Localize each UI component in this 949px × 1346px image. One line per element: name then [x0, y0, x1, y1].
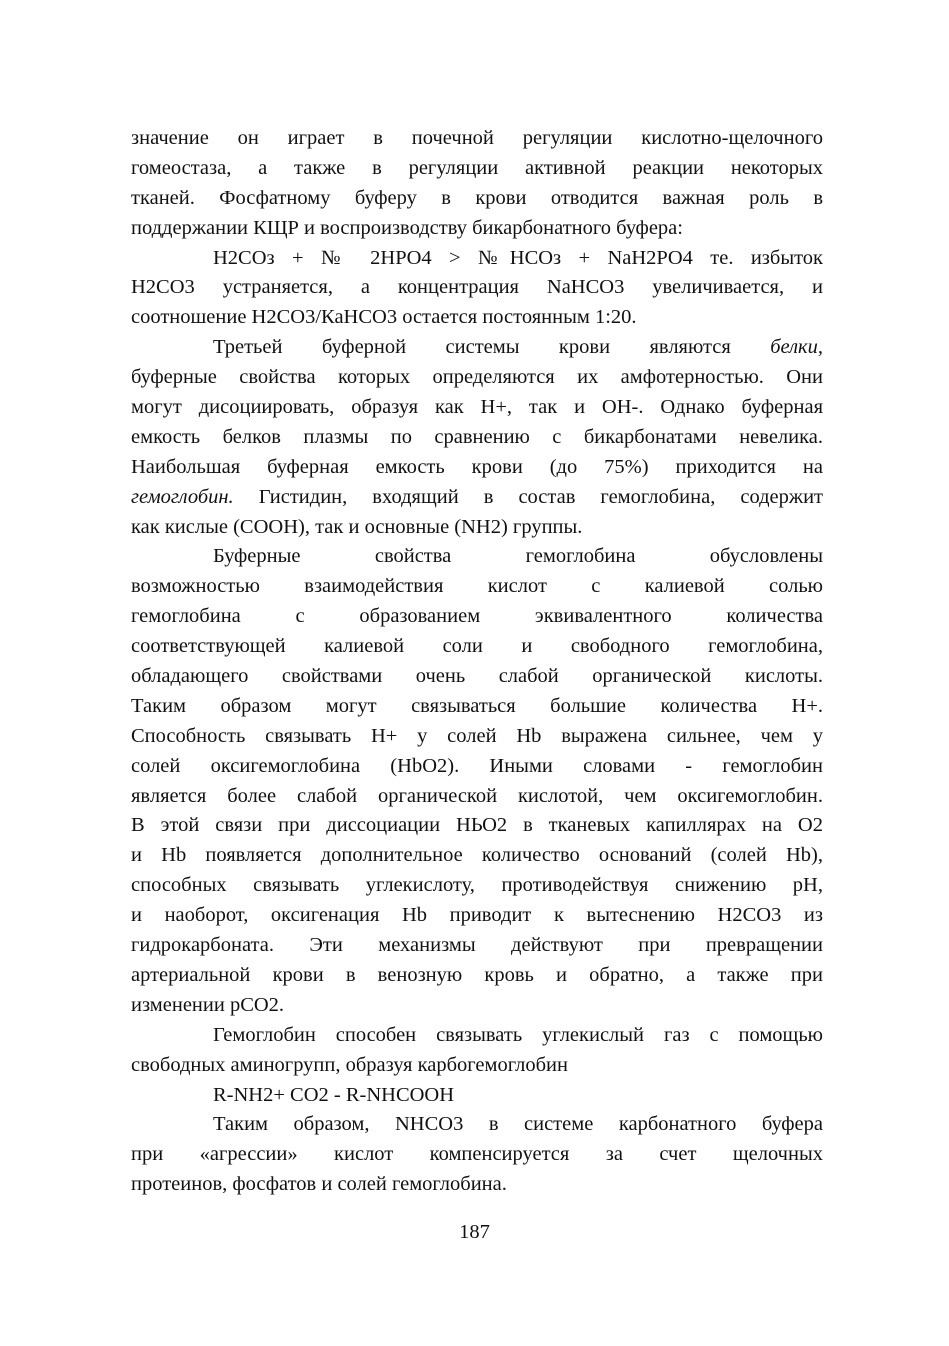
line-text: является более слабой органической кислотой, чем оксигемоглобин. [131, 784, 823, 807]
line-text: Буферные свойства гемоглобина обусловлены [213, 545, 823, 568]
text-line [131, 273, 823, 303]
line-text: соотношение H2CO3/КаHCO3 остается постоянным 1:20. [131, 306, 637, 329]
text-line [131, 602, 823, 632]
text-line [131, 991, 823, 1021]
text-line [131, 752, 823, 782]
line-text: гемоглобина с образованием эквивалентного количества [131, 605, 823, 628]
line-text: Третьей буферной системы крови являются [213, 336, 771, 359]
line-text: тканей. Фосфатному буферу в крови отводится важная роль в [131, 186, 823, 209]
text-line [131, 542, 823, 572]
text-line [131, 1051, 823, 1081]
text-line [131, 1140, 823, 1170]
text-line [131, 931, 823, 961]
line-text: Таким образом могут связываться большие количества H+. [131, 694, 823, 717]
text-line [131, 513, 823, 543]
text-line [131, 423, 823, 453]
line-text: Гистидин, входящий в состав гемоглобина, содержит [233, 485, 823, 508]
text-line [131, 393, 823, 423]
text-line [131, 692, 823, 722]
line-text: протеинов, фосфатов и солей гемоглобина. [131, 1173, 507, 1196]
line-text: свободных аминогрупп, образуя карбогемоглобин [131, 1053, 568, 1076]
line-text: возможностью взаимодействия кислот с калиевой солью [131, 575, 823, 598]
text-line [131, 1110, 823, 1140]
text-line [131, 961, 823, 991]
line-text: H2COз + № 2HPO4 > №HCOз + NaH2PO4 те. избыток [213, 246, 823, 269]
text-line [131, 363, 823, 393]
text-line [131, 184, 823, 214]
text-line [131, 483, 823, 513]
line-text: В этой связи при диссоциации НЬО2 в тканевых капиллярах на O2 [131, 814, 823, 837]
text-line [131, 333, 823, 363]
line-text: соответствующей калиевой соли и свободного гемоглобина, [131, 635, 823, 658]
page-body-text [131, 124, 823, 1200]
text-line [131, 1021, 823, 1051]
page-number: 187 [459, 1221, 490, 1243]
line-text: изменении pCO2. [131, 993, 285, 1016]
italic-term: белки, [770, 336, 823, 359]
text-line [131, 244, 823, 274]
line-text: при «агрессии» кислот компенсируется за счет щелочных [131, 1143, 823, 1166]
text-line [131, 632, 823, 662]
italic-term: гемоглобин. [131, 485, 234, 508]
text-line [131, 722, 823, 752]
line-text: H2CO3 устраняется, а концентрация NaHCO3 увеличивается, и [131, 276, 823, 299]
line-text: обладающего свойствами очень слабой органической кислоты. [131, 665, 823, 688]
text-line [131, 841, 823, 871]
text-line [131, 782, 823, 812]
line-text: солей оксигемоглобина (HbO2). Иными словами - гемоглобин [131, 754, 823, 777]
line-text: гидрокарбоната. Эти механизмы действуют при превращении [131, 934, 823, 957]
line-text: и Hb появляется дополнительное количество оснований (солей Hb), [131, 844, 823, 867]
line-text: могут дисоциировать, образуя как H+, так и OH-. Однако буферная [131, 396, 823, 419]
line-text: Таким образом, NHCO3 в системе карбонатного буфера [213, 1113, 823, 1136]
text-line [131, 1170, 823, 1200]
text-line [131, 871, 823, 901]
line-text: буферные свойства которых определяются их амфотерностью. Они [131, 366, 823, 389]
line-text: емкость белков плазмы по сравнению с бикарбонатами невелика. [131, 425, 823, 448]
line-text: значение он играет в почечной регуляции кислотно-щелочного [131, 127, 823, 149]
text-line [131, 662, 823, 692]
text-line [131, 901, 823, 931]
line-text: и наоборот, оксигенация Hb приводит к вытеснению H2CO3 из [131, 904, 823, 927]
text-line [131, 811, 823, 841]
line-text: как кислые (COOH), так и основные (NH2) группы. [131, 515, 583, 538]
line-text: R-NH2+ CO2 - R-NHCOOH [213, 1083, 455, 1106]
text-line [131, 1081, 823, 1111]
line-text: гомеостаза, а также в регуляции активной реакции некоторых [131, 156, 823, 179]
text-line [131, 303, 823, 333]
line-text: Способность связывать H+ у солей Hb выражена сильнее, чем у [131, 724, 823, 747]
line-text: Гемоглобин способен связывать углекислый газ с помощью [213, 1023, 823, 1046]
line-text: поддержании КЩР и воспроизводству бикарбонатного буфера: [131, 216, 683, 239]
line-text: Наибольшая буферная емкость крови (до 75%) приходится на [131, 455, 823, 478]
line-text: артериальной крови в венозную кровь и обратно, а также при [131, 963, 823, 986]
text-line [131, 214, 823, 244]
line-text: способных связывать углекислоту, противодействуя снижению pH, [131, 874, 823, 897]
text-line [131, 453, 823, 483]
text-line [131, 154, 823, 184]
text-line [131, 124, 823, 154]
text-line [131, 572, 823, 602]
